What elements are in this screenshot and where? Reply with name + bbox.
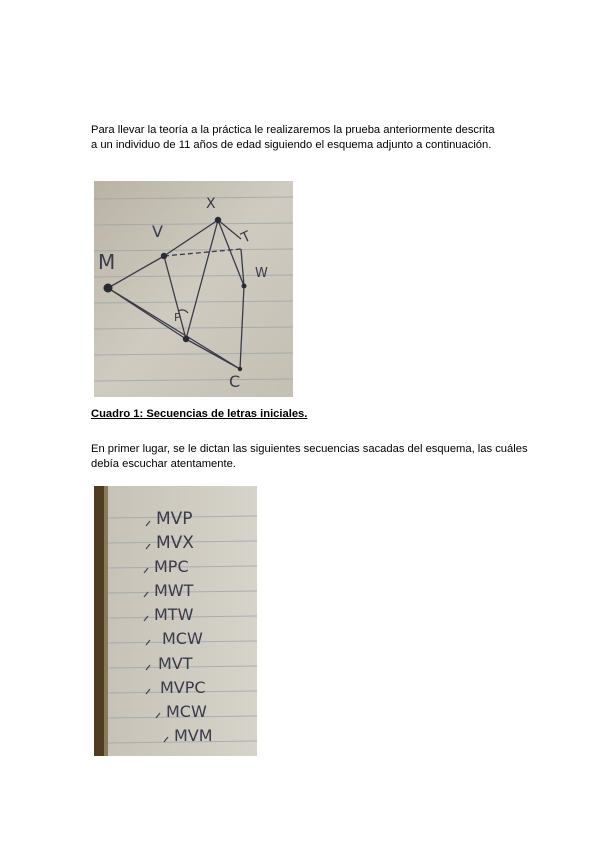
sequence-7: MVT [158, 654, 193, 673]
second-line-2: debía escuchar atentamente. [91, 458, 236, 470]
node-label-t: T [238, 228, 254, 247]
second-paragraph [91, 442, 571, 472]
second-line-1: En primer lugar, se le dictan las siguientes secuencias sacadas del esquema, las cuáles [91, 443, 528, 455]
intro-line-1: Para llevar la teoría a la práctica le realizaremos la prueba anteriormente descrita [91, 124, 495, 136]
sequence-4: MWT [154, 581, 194, 600]
node-label-x: X [206, 196, 216, 212]
sequence-5: MTW [154, 605, 194, 624]
figure-caption: Cuadro 1: Secuencias de letras iniciales. [91, 408, 308, 420]
sequence-9: MCW [166, 702, 207, 721]
node-label-p: P [174, 311, 181, 324]
sequence-1: MVP [156, 509, 193, 529]
intro-paragraph [91, 123, 571, 153]
sequence-6: MCW [162, 629, 203, 648]
sequences-photo [94, 486, 257, 756]
node-label-c: C [229, 372, 241, 391]
intro-line-2: a un individuo de 11 años de edad siguiendo el esquema adjunto a continuación. [91, 139, 492, 151]
node-label-w: W [255, 266, 268, 281]
sequence-8: MVPC [160, 678, 206, 697]
sequence-3: MPC [154, 557, 189, 576]
node-label-m: M [98, 250, 116, 274]
sequence-2: MVX [156, 533, 194, 553]
diagram-photo [94, 181, 293, 397]
sequence-10: MVM [174, 726, 213, 745]
node-label-v: V [152, 222, 163, 241]
